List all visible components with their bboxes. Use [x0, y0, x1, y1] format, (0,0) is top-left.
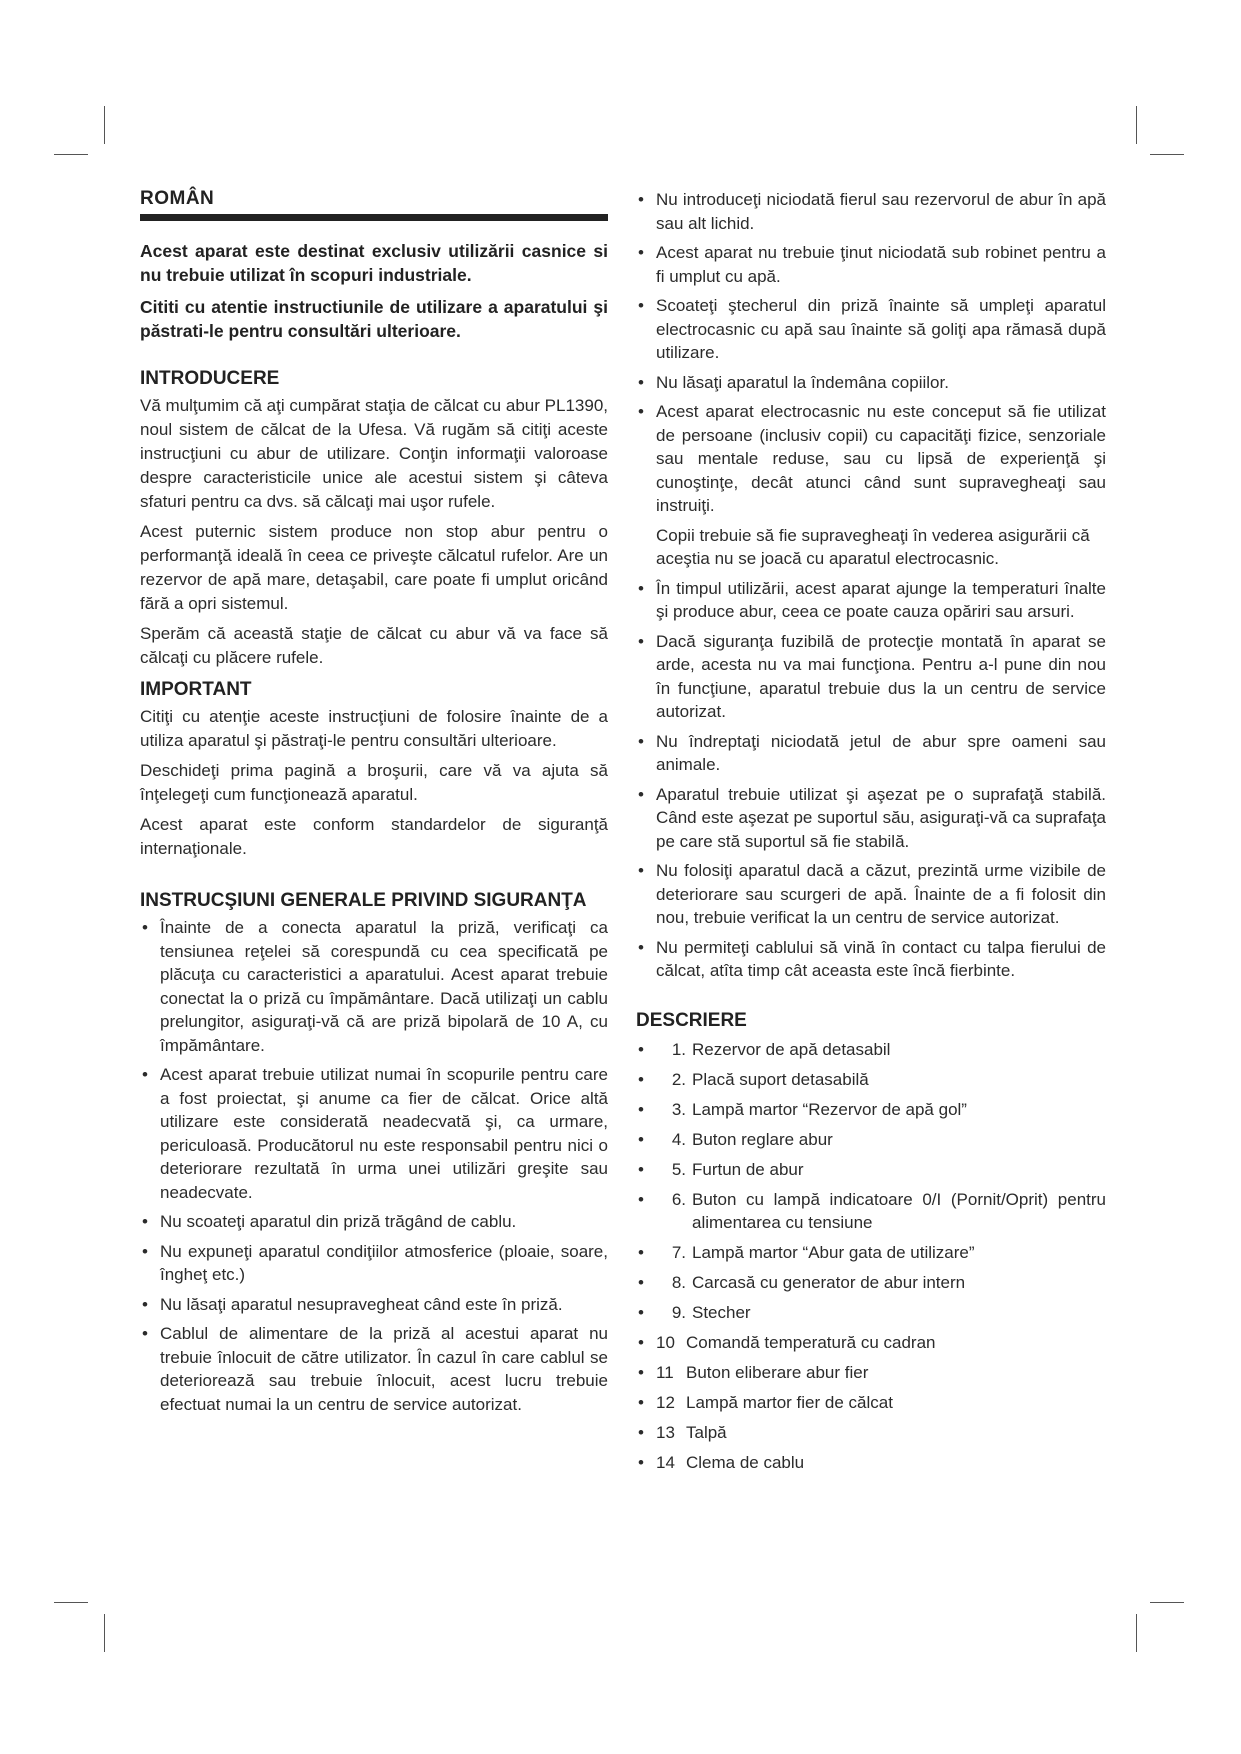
intro-paragraph: Sperăm că această staţie de călcat cu abur vă va face să călcaţi cu plăcere rufele. — [140, 624, 608, 667]
item-text: Clema de cablu — [686, 1453, 805, 1472]
safety-item: • Acest aparat trebuie utilizat numai în scopurile pentru care a fost proiectat, şi anume ca fier de călcat. Orice altă utilizare este considerată neadecvată şi, ca urmare, periculoasă. Producătorul nu este responsabil pentru nici o deteriorare rezultată în urma unei utilizări greşite sau neadecvate. — [140, 1063, 608, 1204]
description-item — [636, 1361, 1106, 1385]
item-text: Stecher — [692, 1303, 751, 1322]
crop-mark — [104, 1614, 105, 1652]
item-number: • 10 — [656, 1333, 675, 1352]
item-text: Carcasă cu generator de abur intern — [692, 1273, 966, 1292]
item-number: • 13 — [656, 1423, 675, 1442]
item-number: • 12 — [656, 1393, 675, 1412]
item-number: • 7. — [671, 1243, 686, 1262]
safety-item: • Scoateţi ştecherul din priză înainte să umpleţi aparatul electrocasnic cu apă sau înainte să goliţi apa rămasă după utilizare. — [636, 294, 1106, 365]
safety-item: • Nu lăsaţi aparatul nesupravegheat când este în priză. — [140, 1293, 608, 1317]
item-text: Lampă martor “Rezervor de apă gol” — [692, 1099, 967, 1119]
description-item — [636, 1271, 1106, 1295]
important-heading: IMPORTANT — [140, 679, 252, 700]
description-list — [636, 1038, 1106, 1475]
description-item — [636, 1451, 1106, 1475]
safety-item: • Nu lăsaţi aparatul la îndemâna copiilor. — [636, 371, 1106, 395]
intro-paragraph: Vă mulţumim că aţi cumpărat staţia de călcat cu abur PL1390, noul sistem de călcat de la Ufesa. Vă rugăm să citiţi aceste instrucţiuni cu abur de utilizare. Conţin informaţii valoroase despre caracteristicile unice ale acestui sistem şi câteva sfaturi pentru ca dvs. să călcaţi mai uşor rufele. — [140, 396, 608, 511]
safety-list-continued — [636, 188, 1106, 518]
item-text: Placă suport detasabilă — [692, 1069, 869, 1089]
item-number: • 8. — [671, 1273, 686, 1292]
safety-item: • În timpul utilizării, acest aparat ajunge la temperaturi înalte şi produce abur, ceea ce poate cauza opăriri sau arsuri. — [636, 577, 1106, 624]
crop-mark — [1136, 1614, 1137, 1652]
important-paragraph: Deschideţi prima pagină a broşurii, care vă va ajuta să înţelegeţi cum funcţionează aparatul. — [140, 761, 608, 804]
description-item — [636, 1391, 1106, 1415]
language-title: ROMÂN — [140, 188, 215, 209]
item-number: • 14 — [656, 1453, 675, 1472]
item-number: • 3. — [671, 1099, 686, 1119]
read-instructions-notice: Cititi cu atentie instructiunile de utilizare a aparatului şi păstrati-le pentru consultări ulterioare. — [140, 297, 608, 341]
description-item — [636, 1128, 1106, 1152]
crop-mark — [1136, 106, 1137, 144]
safety-item: • Acest aparat nu trebuie ţinut niciodată sub robinet pentru a fi umplut cu apă. — [636, 241, 1106, 288]
item-number: • 9. — [671, 1303, 686, 1322]
item-number: • 6. — [671, 1189, 686, 1209]
safety-item: • Aparatul trebuie utilizat şi aşezat pe o suprafaţă stabilă. Când este aşezat pe suportul său, asiguraţi-vă ca suprafaţa pe care stă suportul să fie stabilă. — [636, 783, 1106, 854]
item-number: • 11 — [656, 1363, 674, 1382]
safety-item: • Nu îndreptaţi niciodată jetul de abur spre oameni sau animale. — [636, 730, 1106, 777]
description-item — [636, 1421, 1106, 1445]
item-text: Buton eliberare abur fier — [686, 1363, 869, 1382]
item-number: • 2. — [671, 1069, 686, 1089]
middle-column — [636, 188, 1106, 1481]
description-item — [636, 1068, 1106, 1092]
safety-item: • Nu permiteţi cablului să vină în contact cu talpa fierului de călcat, atîta timp cât aceasta este încă fierbinte. — [636, 936, 1106, 983]
item-text: Buton cu lampă indicatoare 0/I (Pornit/Oprit) pentru alimentarea cu tensiune — [692, 1189, 1106, 1232]
safety-item: • Nu scoateţi aparatul din priză trăgând de cablu. — [140, 1210, 608, 1234]
description-item — [636, 1301, 1106, 1325]
crop-mark — [1150, 154, 1184, 155]
description-heading: DESCRIERE — [636, 1009, 747, 1031]
safety-item: • Acest aparat electrocasnic nu este conceput să fie utilizat de persoane (inclusiv copii) cu capacităţi fizice, senzoriale sau mentale reduse, sau cu lipsă de experienţă şi cunoştinţe, decât atunci când sunt supravegheaţi sau instruiţi. — [636, 400, 1106, 518]
important-paragraph: Citiţi cu atenţie aceste instrucţiuni de folosire înainte de a utiliza aparatul şi păstraţi-le pentru consultări ulterioare. — [140, 707, 608, 750]
safety-list-continued-b — [636, 577, 1106, 983]
intro-paragraph: Acest puternic sistem produce non stop abur pentru o performanţă ideală în ceea ce priveşte călcatul rufelor. Are un rezervor de apă mare, detaşabil, care poate fi umplut oricând fără a opri sistemul. — [140, 522, 608, 613]
item-text: Rezervor de apă detasabil — [692, 1039, 891, 1059]
children-supervision-note: Copii trebuie să fie supravegheaţi în vederea asigurării că aceştia nu se joacă cu aparatul electrocasnic. — [656, 525, 1090, 568]
safety-list — [140, 916, 608, 1416]
description-item — [636, 1331, 1106, 1355]
crop-mark — [54, 1602, 88, 1603]
description-item — [636, 1158, 1106, 1182]
item-text: Talpă — [686, 1423, 727, 1442]
description-item — [636, 1188, 1106, 1235]
domestic-use-notice: Acest aparat este destinat exclusiv utilizării casnice si nu trebuie utilizat în scopuri industriale. — [140, 241, 608, 285]
safety-item: • Nu folosiţi aparatul dacă a căzut, prezintă urme vizibile de deteriorare sau scurgeri de apă. Înainte de a fi folosit din nou, trebuie verificat la un centru de service autorizat. — [636, 859, 1106, 930]
intro-heading: INTRODUCERE — [140, 368, 280, 389]
crop-mark — [54, 154, 88, 155]
left-column — [140, 188, 608, 1422]
item-text: Furtun de abur — [692, 1159, 804, 1179]
item-number: • 4. — [671, 1129, 686, 1149]
title-rule — [140, 214, 608, 221]
item-text: Lampă martor “Abur gata de utilizare” — [692, 1243, 975, 1262]
safety-item: • Nu expuneţi aparatul condiţiilor atmosferice (ploaie, soare, îngheţ etc.) — [140, 1240, 608, 1287]
safety-item: • Înainte de a conecta aparatul la priză, verificaţi ca tensiunea reţelei să corespundă cu cea specificată pe plăcuţa cu caracteristici a aparatului. Acest aparat trebuie conectat la o priză cu împământare. Dacă utilizaţi un cablu prelungitor, asiguraţi-vă că are priză bipolară de 10 A, cu împământare. — [140, 916, 608, 1057]
crop-mark — [104, 106, 105, 144]
item-text: Lampă martor fier de călcat — [686, 1393, 893, 1412]
item-number: • 1. — [671, 1039, 686, 1059]
safety-heading: INSTRUCŞIUNI GENERALE PRIVIND SIGURANŢA — [140, 890, 587, 911]
description-item — [636, 1098, 1106, 1122]
item-number: • 5. — [671, 1159, 686, 1179]
item-text: Buton reglare abur — [692, 1129, 833, 1149]
safety-item: • Cablul de alimentare de la priză al acestui aparat nu trebuie înlocuit de către utilizator. În cazul în care cablul se deteriorează sau trebuie înlocuit, acest lucru trebuie efectuat numai la un centru de service autorizat. — [140, 1322, 608, 1416]
description-item — [636, 1241, 1106, 1265]
safety-item: • Dacă siguranţa fuzibilă de protecţie montată în aparat se arde, acesta nu va mai funcţiona. Pentru a-l pune din nou în funcţiune, aparatul trebuie dus la un centru de service autorizat. — [636, 630, 1106, 724]
important-paragraph: Acest aparat este conform standardelor de siguranţă internaţionale. — [140, 815, 608, 858]
crop-mark — [1150, 1602, 1184, 1603]
safety-item: • Nu introduceţi niciodată fierul sau rezervorul de abur în apă sau alt lichid. — [636, 188, 1106, 235]
item-text: Comandă temperatură cu cadran — [686, 1333, 936, 1352]
description-item — [636, 1038, 1106, 1062]
